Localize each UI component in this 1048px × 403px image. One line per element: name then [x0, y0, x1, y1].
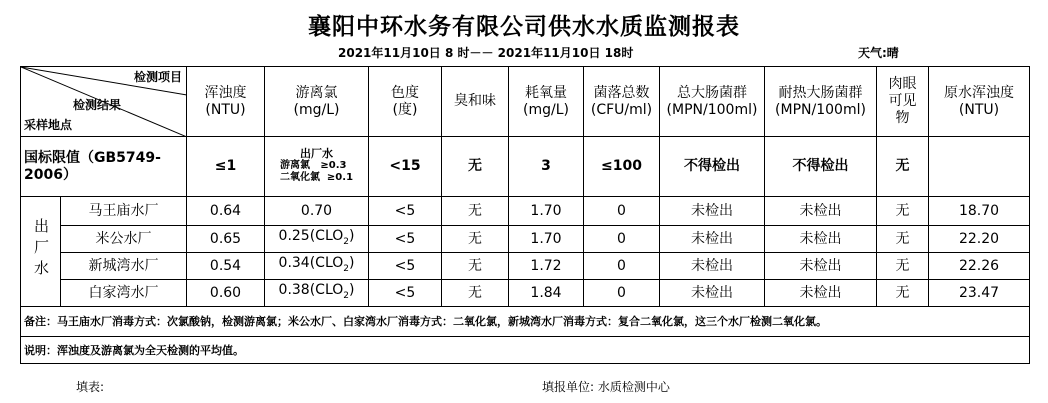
header-raw-turbidity: 原水浑浊度 (NTU)	[929, 67, 1030, 137]
cell-color: <5	[369, 280, 442, 307]
cell-colony: 0	[584, 226, 660, 253]
weather-label: 天气:晴	[858, 46, 899, 60]
header-colony: 菌落总数 (CFU/ml)	[584, 67, 660, 137]
cell-coliform: 未检出	[660, 226, 765, 253]
header-color: 色度 (度)	[369, 67, 442, 137]
cell-colony: 0	[584, 253, 660, 280]
plant-name: 新城湾水厂	[61, 253, 187, 280]
corner-test-result: 检测结果	[73, 98, 122, 112]
filler-label: 填表:	[76, 380, 105, 394]
limit-label: 国标限值（GB5749-2006）	[21, 137, 187, 197]
cell-turbidity: 0.54	[187, 253, 265, 280]
limit-visible: 无	[877, 137, 929, 197]
header-turbidity: 浑浊度 (NTU)	[187, 67, 265, 137]
cell-visible: 无	[877, 197, 929, 226]
explanation-note: 说明：浑浊度及游离氯为全天检测的平均值。	[21, 337, 1030, 364]
cell-odor: 无	[442, 226, 509, 253]
cell-colony: 0	[584, 280, 660, 307]
explain-row	[21, 337, 1030, 364]
cell-raw: 22.20	[929, 226, 1030, 253]
table-row	[21, 226, 1030, 253]
report-title: 襄阳中环水务有限公司供水水质监测报表	[308, 14, 740, 40]
cell-chlorine: $0.38(CLO_2)$	[265, 280, 369, 307]
limit-oxygen: 3	[509, 137, 584, 197]
table-corner	[21, 67, 187, 137]
header-thermo: 耐热大肠菌群 (MPN/100ml)	[765, 67, 877, 137]
header-row	[21, 67, 1030, 137]
cell-turbidity: 0.64	[187, 197, 265, 226]
limit-row	[21, 137, 1030, 197]
cell-thermo: 未检出	[765, 226, 877, 253]
table-row	[21, 197, 1030, 226]
limit-color: <15	[369, 137, 442, 197]
cell-visible: 无	[877, 280, 929, 307]
cell-color: <5	[369, 253, 442, 280]
header-chlorine: 游离氯 (mg/L)	[265, 67, 369, 137]
water-quality-table	[20, 66, 1030, 364]
cell-coliform: 未检出	[660, 197, 765, 226]
cell-chlorine: 0.70	[265, 197, 369, 226]
header-visible: 肉眼可见物	[877, 67, 929, 137]
cell-thermo: 未检出	[765, 253, 877, 280]
outlet-side-label: 出厂水	[21, 197, 61, 307]
limit-odor: 无	[442, 137, 509, 197]
cell-chlorine: $0.34(CLO_2)$	[265, 253, 369, 280]
cell-oxygen: 1.70	[509, 197, 584, 226]
limit-chlorine: 出厂水 游离氯 ≥0.3 二氧化氯 ≥0.1	[265, 137, 369, 197]
header-odor: 臭和味	[442, 67, 509, 137]
cell-oxygen: 1.70	[509, 226, 584, 253]
cell-odor: 无	[442, 253, 509, 280]
limit-turbidity: ≤1	[187, 137, 265, 197]
plant-name: 米公水厂	[61, 226, 187, 253]
cell-odor: 无	[442, 280, 509, 307]
cell-raw: 23.47	[929, 280, 1030, 307]
reporting-unit: 填报单位: 水质检测中心	[542, 380, 670, 394]
cell-color: <5	[369, 197, 442, 226]
limit-thermo: 不得检出	[765, 137, 877, 197]
cell-color: <5	[369, 226, 442, 253]
cell-oxygen: 1.84	[509, 280, 584, 307]
cell-raw: 22.26	[929, 253, 1030, 280]
limit-coliform: 不得检出	[660, 137, 765, 197]
corner-test-item: 检测项目	[133, 70, 182, 84]
cell-colony: 0	[584, 197, 660, 226]
note-row	[21, 307, 1030, 337]
cell-turbidity: 0.60	[187, 280, 265, 307]
limit-colony: ≤100	[584, 137, 660, 197]
header-coliform: 总大肠菌群 (MPN/100ml)	[660, 67, 765, 137]
cell-turbidity: 0.65	[187, 226, 265, 253]
limit-raw	[929, 137, 1030, 197]
remarks-note: 备注：马王庙水厂消毒方式：次氯酸钠，检测游离氯；米公水厂、白家湾水厂消毒方式：二氧化氯，新城湾水厂消毒方式：复合二氧化氯，这三个水厂检测二氧化氯。	[21, 307, 1030, 337]
plant-name: 白家湾水厂	[61, 280, 187, 307]
table-row	[21, 280, 1030, 307]
cell-thermo: 未检出	[765, 197, 877, 226]
cell-raw: 18.70	[929, 197, 1030, 226]
plant-name: 马王庙水厂	[61, 197, 187, 226]
corner-sample-site: 采样地点	[24, 118, 73, 132]
table-row	[21, 253, 1030, 280]
cell-thermo: 未检出	[765, 280, 877, 307]
cell-visible: 无	[877, 253, 929, 280]
cell-coliform: 未检出	[660, 280, 765, 307]
cell-chlorine: $0.25(CLO_2)$	[265, 226, 369, 253]
header-oxygen: 耗氧量 (mg/L)	[509, 67, 584, 137]
cell-visible: 无	[877, 226, 929, 253]
cell-oxygen: 1.72	[509, 253, 584, 280]
cell-odor: 无	[442, 197, 509, 226]
cell-coliform: 未检出	[660, 253, 765, 280]
report-period: 2021年11月10日 8 时－－ 2021年11月10日 18时	[338, 46, 634, 60]
